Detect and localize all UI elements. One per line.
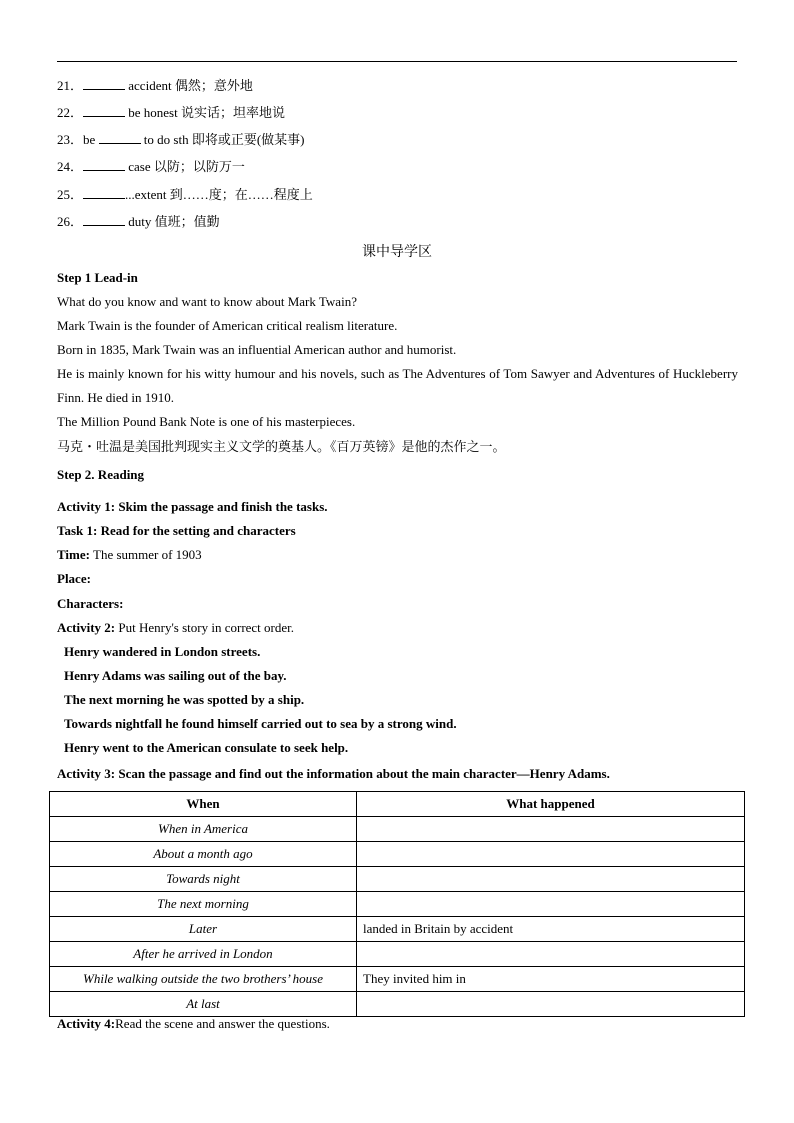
story-event: The next morning he was spotted by a ship. — [64, 692, 305, 707]
time-label: Time: — [57, 547, 90, 562]
item-prefix: be — [83, 132, 99, 147]
when-cell: The next morning — [50, 892, 357, 917]
what-cell[interactable] — [357, 842, 745, 867]
item-number: 22． — [57, 105, 84, 120]
lead-in-paragraph: He is mainly known for his witty humour and his novels, such as The Adventures of Tom Sawyer and Adventures of Huckleberry Finn. He died in 1910. — [57, 366, 738, 405]
answer-blank[interactable] — [83, 186, 125, 199]
time-line — [57, 543, 738, 567]
lead-in-line: The Million Pound Bank Note is one of his masterpieces. — [57, 414, 356, 429]
item-number: 21． — [57, 78, 84, 93]
activity2-label: Activity 2: — [57, 620, 116, 635]
vocab-item — [57, 213, 220, 230]
when-cell: Later — [50, 917, 357, 942]
what-cell[interactable]: They invited him in — [357, 967, 745, 992]
header-when: When — [50, 792, 357, 817]
activity4-text: Read the scene and answer the questions. — [115, 1016, 330, 1031]
story-event: Henry Adams was sailing out of the bay. — [64, 668, 287, 683]
vocab-item — [57, 104, 285, 121]
table-row — [50, 917, 745, 942]
answer-blank[interactable] — [83, 213, 125, 226]
table-row — [50, 967, 745, 992]
table-row — [50, 892, 745, 917]
section-title: 课中导学区 — [362, 245, 432, 260]
table-row — [50, 942, 745, 967]
table-row — [50, 817, 745, 842]
item-text: duty 值班；值勤 — [125, 214, 220, 229]
vocab-item — [57, 77, 253, 94]
table-header-row — [50, 792, 745, 817]
time-value: The summer of 1903 — [89, 547, 202, 562]
answer-blank[interactable] — [99, 131, 141, 144]
henry-adams-table — [49, 791, 745, 1017]
step1-heading: Step 1 Lead-in — [57, 270, 138, 285]
place-label: Place: — [57, 571, 91, 586]
task1-heading: Task 1: Read for the setting and characters — [57, 523, 296, 538]
vocab-item — [57, 131, 305, 148]
activity2-text: Put Henry's story in correct order. — [115, 620, 295, 635]
activity3-heading: Activity 3: Scan the passage and find out the information about the main character—Henry Adams. — [57, 766, 610, 781]
when-cell: Towards night — [50, 867, 357, 892]
item-number: 25． — [57, 187, 84, 202]
item-number: 24． — [57, 159, 84, 174]
when-cell: At last — [50, 992, 357, 1017]
story-event: Henry wandered in London streets. — [64, 644, 261, 659]
when-cell: When in America — [50, 817, 357, 842]
vocab-item — [57, 158, 245, 175]
what-cell[interactable] — [357, 942, 745, 967]
what-cell[interactable] — [357, 817, 745, 842]
vocab-item — [57, 186, 313, 203]
step2-heading: Step 2. Reading — [57, 467, 145, 482]
story-event: Towards nightfall he found himself carried out to sea by a strong wind. — [64, 716, 457, 731]
header-what-happened: What happened — [357, 792, 745, 817]
item-number: 26． — [57, 214, 84, 229]
item-text: be honest 说实话；坦率地说 — [125, 105, 285, 120]
lead-in-line: Mark Twain is the founder of American critical realism literature. — [57, 318, 398, 333]
lead-in-line: What do you know and want to know about Mark Twain? — [57, 294, 357, 309]
item-text: to do sth 即将或正要(做某事) — [140, 132, 305, 147]
table-row — [50, 842, 745, 867]
activity1-heading: Activity 1: Skim the passage and finish the tasks. — [57, 499, 328, 514]
header-rule — [57, 61, 737, 62]
table-row — [50, 867, 745, 892]
item-text: case 以防；以防万一 — [125, 159, 245, 174]
when-cell: About a month ago — [50, 842, 357, 867]
item-text: accident 偶然；意外地 — [125, 78, 253, 93]
story-event: Henry went to the American consulate to seek help. — [64, 740, 349, 755]
what-cell[interactable] — [357, 867, 745, 892]
activity2-line — [57, 616, 738, 640]
activity4-line — [57, 1012, 738, 1036]
item-text: ...extent 到……度；在……程度上 — [125, 187, 313, 202]
activity4-label: Activity 4: — [57, 1016, 116, 1031]
lead-in-chinese: 马克・吐温是美国批判现实主义文学的奠基人。《百万英镑》是他的杰作之一。 — [57, 439, 506, 454]
answer-blank[interactable] — [83, 104, 125, 117]
what-cell[interactable] — [357, 892, 745, 917]
answer-blank[interactable] — [83, 77, 125, 90]
lead-in-line: Born in 1835, Mark Twain was an influential American author and humorist. — [57, 342, 457, 357]
when-cell: While walking outside the two brothers’ house — [50, 967, 357, 992]
item-number: 23． — [57, 132, 84, 147]
answer-blank[interactable] — [83, 158, 125, 171]
characters-label: Characters: — [57, 596, 124, 611]
when-cell: After he arrived in London — [50, 942, 357, 967]
what-cell[interactable]: landed in Britain by accident — [357, 917, 745, 942]
